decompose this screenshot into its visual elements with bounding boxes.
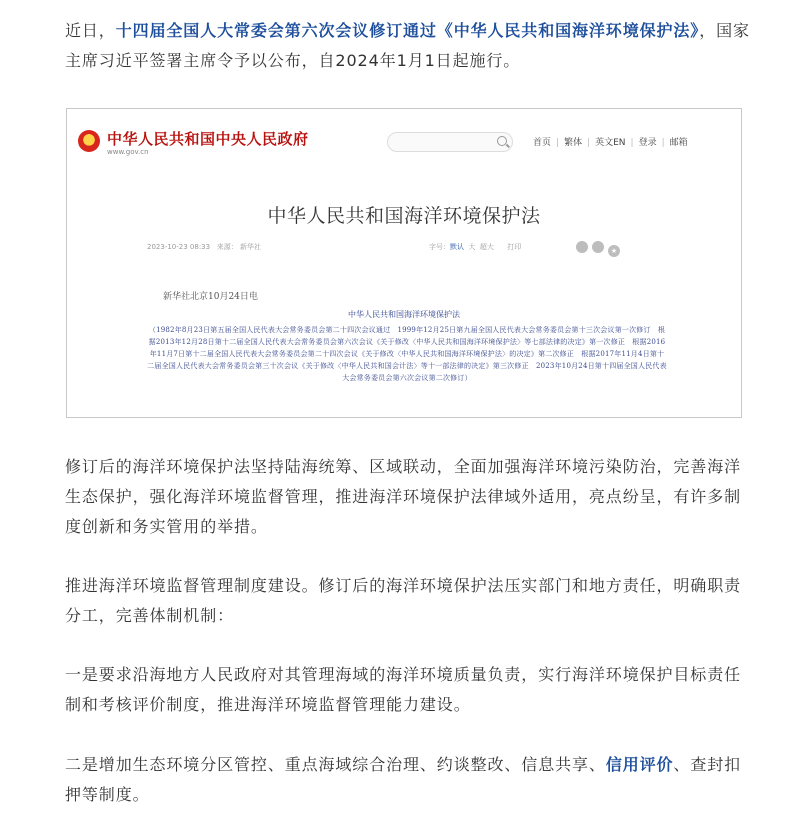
- paragraph-1: 修订后的海洋环境保护法坚持陆海统筹、区域联动，全面加强海洋环境污染防治，完善海洋生态保护，强化海洋环境监督管理，推进海洋环境保护法律域外适用，亮点纷呈，有许多制度创新和务实管用的举措。: [65, 457, 742, 536]
- favorite-icon[interactable]: ★: [608, 245, 620, 257]
- search-icon: [497, 136, 507, 146]
- law-history: （1982年8月23日第五届全国人民代表大会常务委员会第二十四次会议通过 1999年12月25日第九届全国人民代表大会常务委员会第十三次会议第一次修订 根据2013年12月28日第十二届全国人民代表大会常务委员会第六次会议《关于修改〈中华人民共和国海洋环境保护法〉等七部法律的决定》第一次修正 根据2016年11月7日第十二届全国人民代表大会常务委员会第二十四次会议《关于修改〈中华人民共和国海洋环境保护法〉的决定》第二次修正 根据2017年11月4日第十二届全国人民代表大会常务委员会第三十次会议《关于修改〈中华人民共和国会计法〉等十一部法律的决定》第三次修正 2023年10月24日第十四届全国人民代表大会常务委员会第六次会议第二次修订）: [147, 326, 667, 382]
- article-date: 2023-10-23 08:33: [147, 243, 211, 251]
- nav-home[interactable]: 首页: [533, 138, 552, 148]
- intro-highlight-link[interactable]: 十四届全国人大常委会第六次会议修订通过《中华人民共和国海洋环境保护法》: [115, 21, 700, 40]
- font-size-label: 字号：: [429, 243, 450, 251]
- law-title: 中华人民共和国海洋环境保护法: [348, 310, 460, 319]
- paragraph-3: 一是要求沿海地方人民政府对其管理海域的海洋环境质量负责，实行海洋环境保护目标责任制和考核评价制度，推进海洋环境监督管理能力建设。: [65, 665, 742, 714]
- gov-site-header: [67, 109, 741, 161]
- paragraph-2: 推进海洋环境监督管理制度建设。修订后的海洋环境保护法压实部门和地方责任，明确职责分工，完善体制机制：: [65, 576, 742, 625]
- credit-evaluation-link[interactable]: 信用评价: [605, 755, 674, 774]
- p4-suffix: 、查封扣押等制度。: [65, 755, 742, 804]
- font-size-xlarge[interactable]: 超大: [479, 243, 494, 251]
- article-meta: [147, 242, 261, 252]
- gov-search-input[interactable]: [387, 132, 513, 152]
- intro-paragraph: [65, 16, 755, 76]
- embedded-screenshot: [66, 108, 742, 418]
- print-button[interactable]: 打印: [507, 243, 522, 251]
- nav-mail[interactable]: 邮箱: [669, 138, 688, 148]
- paragraph-4: [65, 750, 755, 810]
- nav-traditional[interactable]: 繁体: [564, 138, 583, 148]
- article-tools: [429, 242, 521, 252]
- article-source: 来源： 新华社: [216, 243, 262, 251]
- intro-suffix: ，国家主席习近平签署主席令予以公布，自2024年1月1日起施行。: [65, 21, 750, 70]
- article-title: 中华人民共和国海洋环境保护法: [267, 205, 541, 227]
- intro-prefix: 近日，: [65, 21, 116, 40]
- gov-site-name: 中华人民共和国中央人民政府: [107, 130, 309, 148]
- dateline: 新华社北京10月24日电: [163, 292, 258, 302]
- gov-nav: 首页 | 繁体 | 英文EN | 登录 | 邮箱: [533, 138, 688, 148]
- gov-site-url: www.gov.cn: [107, 148, 149, 156]
- p4-prefix: 二是增加生态环境分区管控、重点海域综合治理、约谈整改、信息共享、: [65, 755, 606, 774]
- nav-english[interactable]: 英文EN: [595, 138, 626, 148]
- wechat-icon[interactable]: [576, 241, 588, 253]
- share-icons: [576, 238, 624, 257]
- national-emblem-icon: [78, 130, 100, 152]
- font-size-large[interactable]: 大: [468, 243, 476, 251]
- nav-login[interactable]: 登录: [638, 138, 657, 148]
- weibo-icon[interactable]: [592, 241, 604, 253]
- font-size-default[interactable]: 默认: [450, 243, 464, 251]
